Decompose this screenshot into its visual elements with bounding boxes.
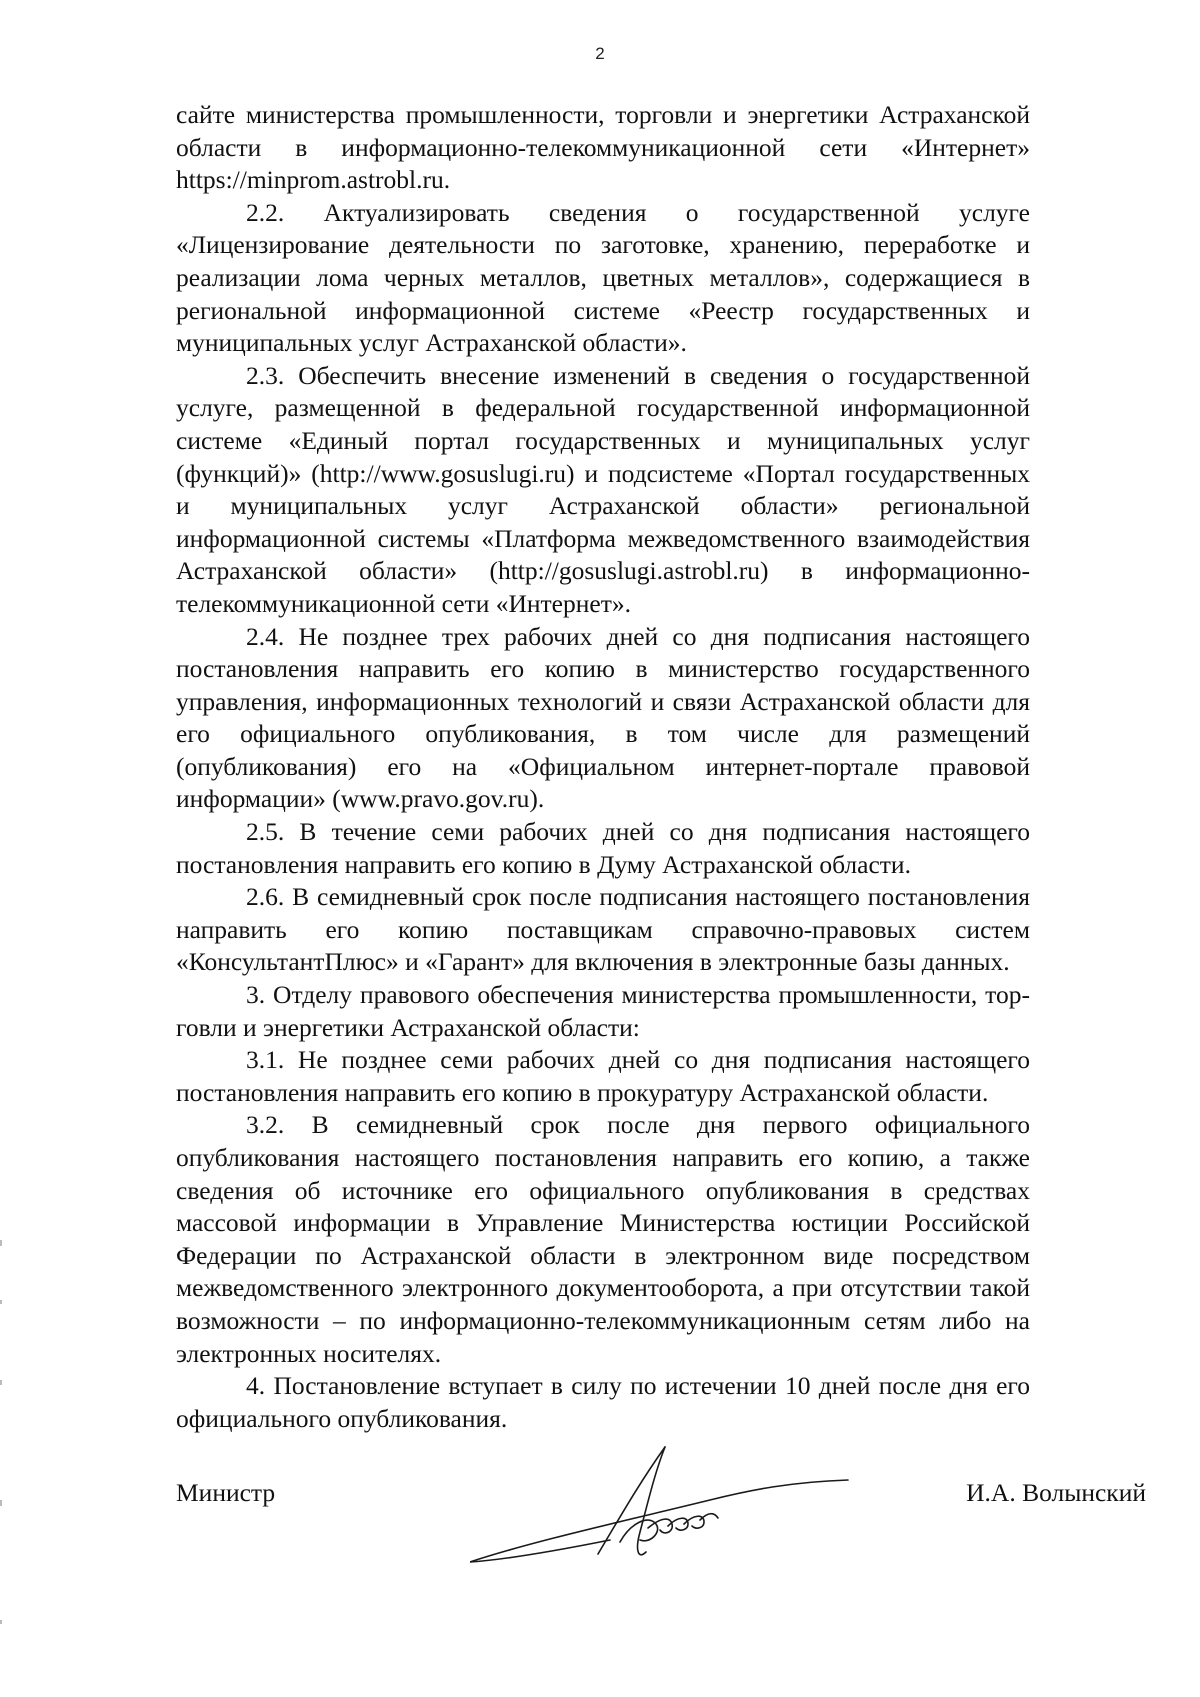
paragraph-3-2: 3.2. В семидневный срок после дня первого официального опубликования настоящего постановления направить его копию, а также сведения об источнике его официального опубликования в средствах массовой информации в Управление Министерства юстиции Российской Федерации по Астраханской области в электронном виде посредством межведомственного электронного документооборота, а при отсутствии такой возможности – по информационно-телекоммуникационным сетям либо на электронных носителях. xyxy=(176,1110,1030,1368)
paragraph-2-6: 2.6. В семидневный срок после подписания настоящего постановления направить его копию поставщикам справочно-правовых систем «КонсультантПлюс» и «Гарант» для включения в электронные базы данных. xyxy=(176,882,1030,977)
scan-edge-marks xyxy=(0,1240,3,1660)
page-number: 2 xyxy=(595,44,605,63)
paragraph-continuation: сайте министерства промышленности, торговли и энергетики Астраханской области в информационно-телекоммуникационной сети «Интернет» https://minprom.astrobl.ru. xyxy=(176,100,1030,195)
paragraph-2-5: 2.5. В течение семи рабочих дней со дня подписания настоящего постановления направить его копию в Думу Астраханской области. xyxy=(176,817,1030,879)
paragraph-2-2: 2.2. Актуализировать сведения о государственной услуге «Лицензирование деятельности по заготовке, хранению, переработке и реализации лома черных металлов, цветных металлов», содержащиеся в региональной информационной системе «Реестр государственных и муниципальных услуг Астраханской области». xyxy=(176,197,1030,358)
paragraph-3: 3. Отделу правового обеспечения министерства промышленности, торговли и энергетики Астраханской области: xyxy=(176,980,1030,1042)
handwritten-signature xyxy=(470,1432,850,1592)
signatory-name: И.А. Волынский xyxy=(966,1478,1146,1507)
document-body xyxy=(176,99,1030,1435)
paragraph-2-4: 2.4. Не позднее трех рабочих дней со дня подписания настоящего постановления направить его копию в министерство государственного управления, информационных технологий и связи Астраханской области для его официального опубликования, в том числе для размещений (опубликования) его на «Официальном интернет-портале правовой информации» (www.pravo.gov.ru). xyxy=(176,621,1030,814)
paragraph-3-1: 3.1. Не позднее семи рабочих дней со дня подписания настоящего постановления направить его копию в прокуратуру Астраханской области. xyxy=(176,1045,1030,1107)
paragraph-2-3: 2.3. Обеспечить внесение изменений в сведения о государственной услуге, размещенной в федеральной государственной информационной системе «Единый портал государственных и муниципальных услуг (функций)» (http://www.gosuslugi.ru) и подсистеме «Портал государственных и муниципальных услуг Астраханской области» региональной информационной системы «Платформа межведомственного взаимодействия Астраханской области» (http://gosuslugi.astrobl.ru) в информационно-телекоммуникационной сети «Интернет». xyxy=(176,360,1030,618)
signatory-title: Министр xyxy=(176,1478,276,1507)
paragraph-4: 4. Постановление вступает в силу по истечении 10 дней после дня его официального опубликования. xyxy=(176,1371,1030,1433)
